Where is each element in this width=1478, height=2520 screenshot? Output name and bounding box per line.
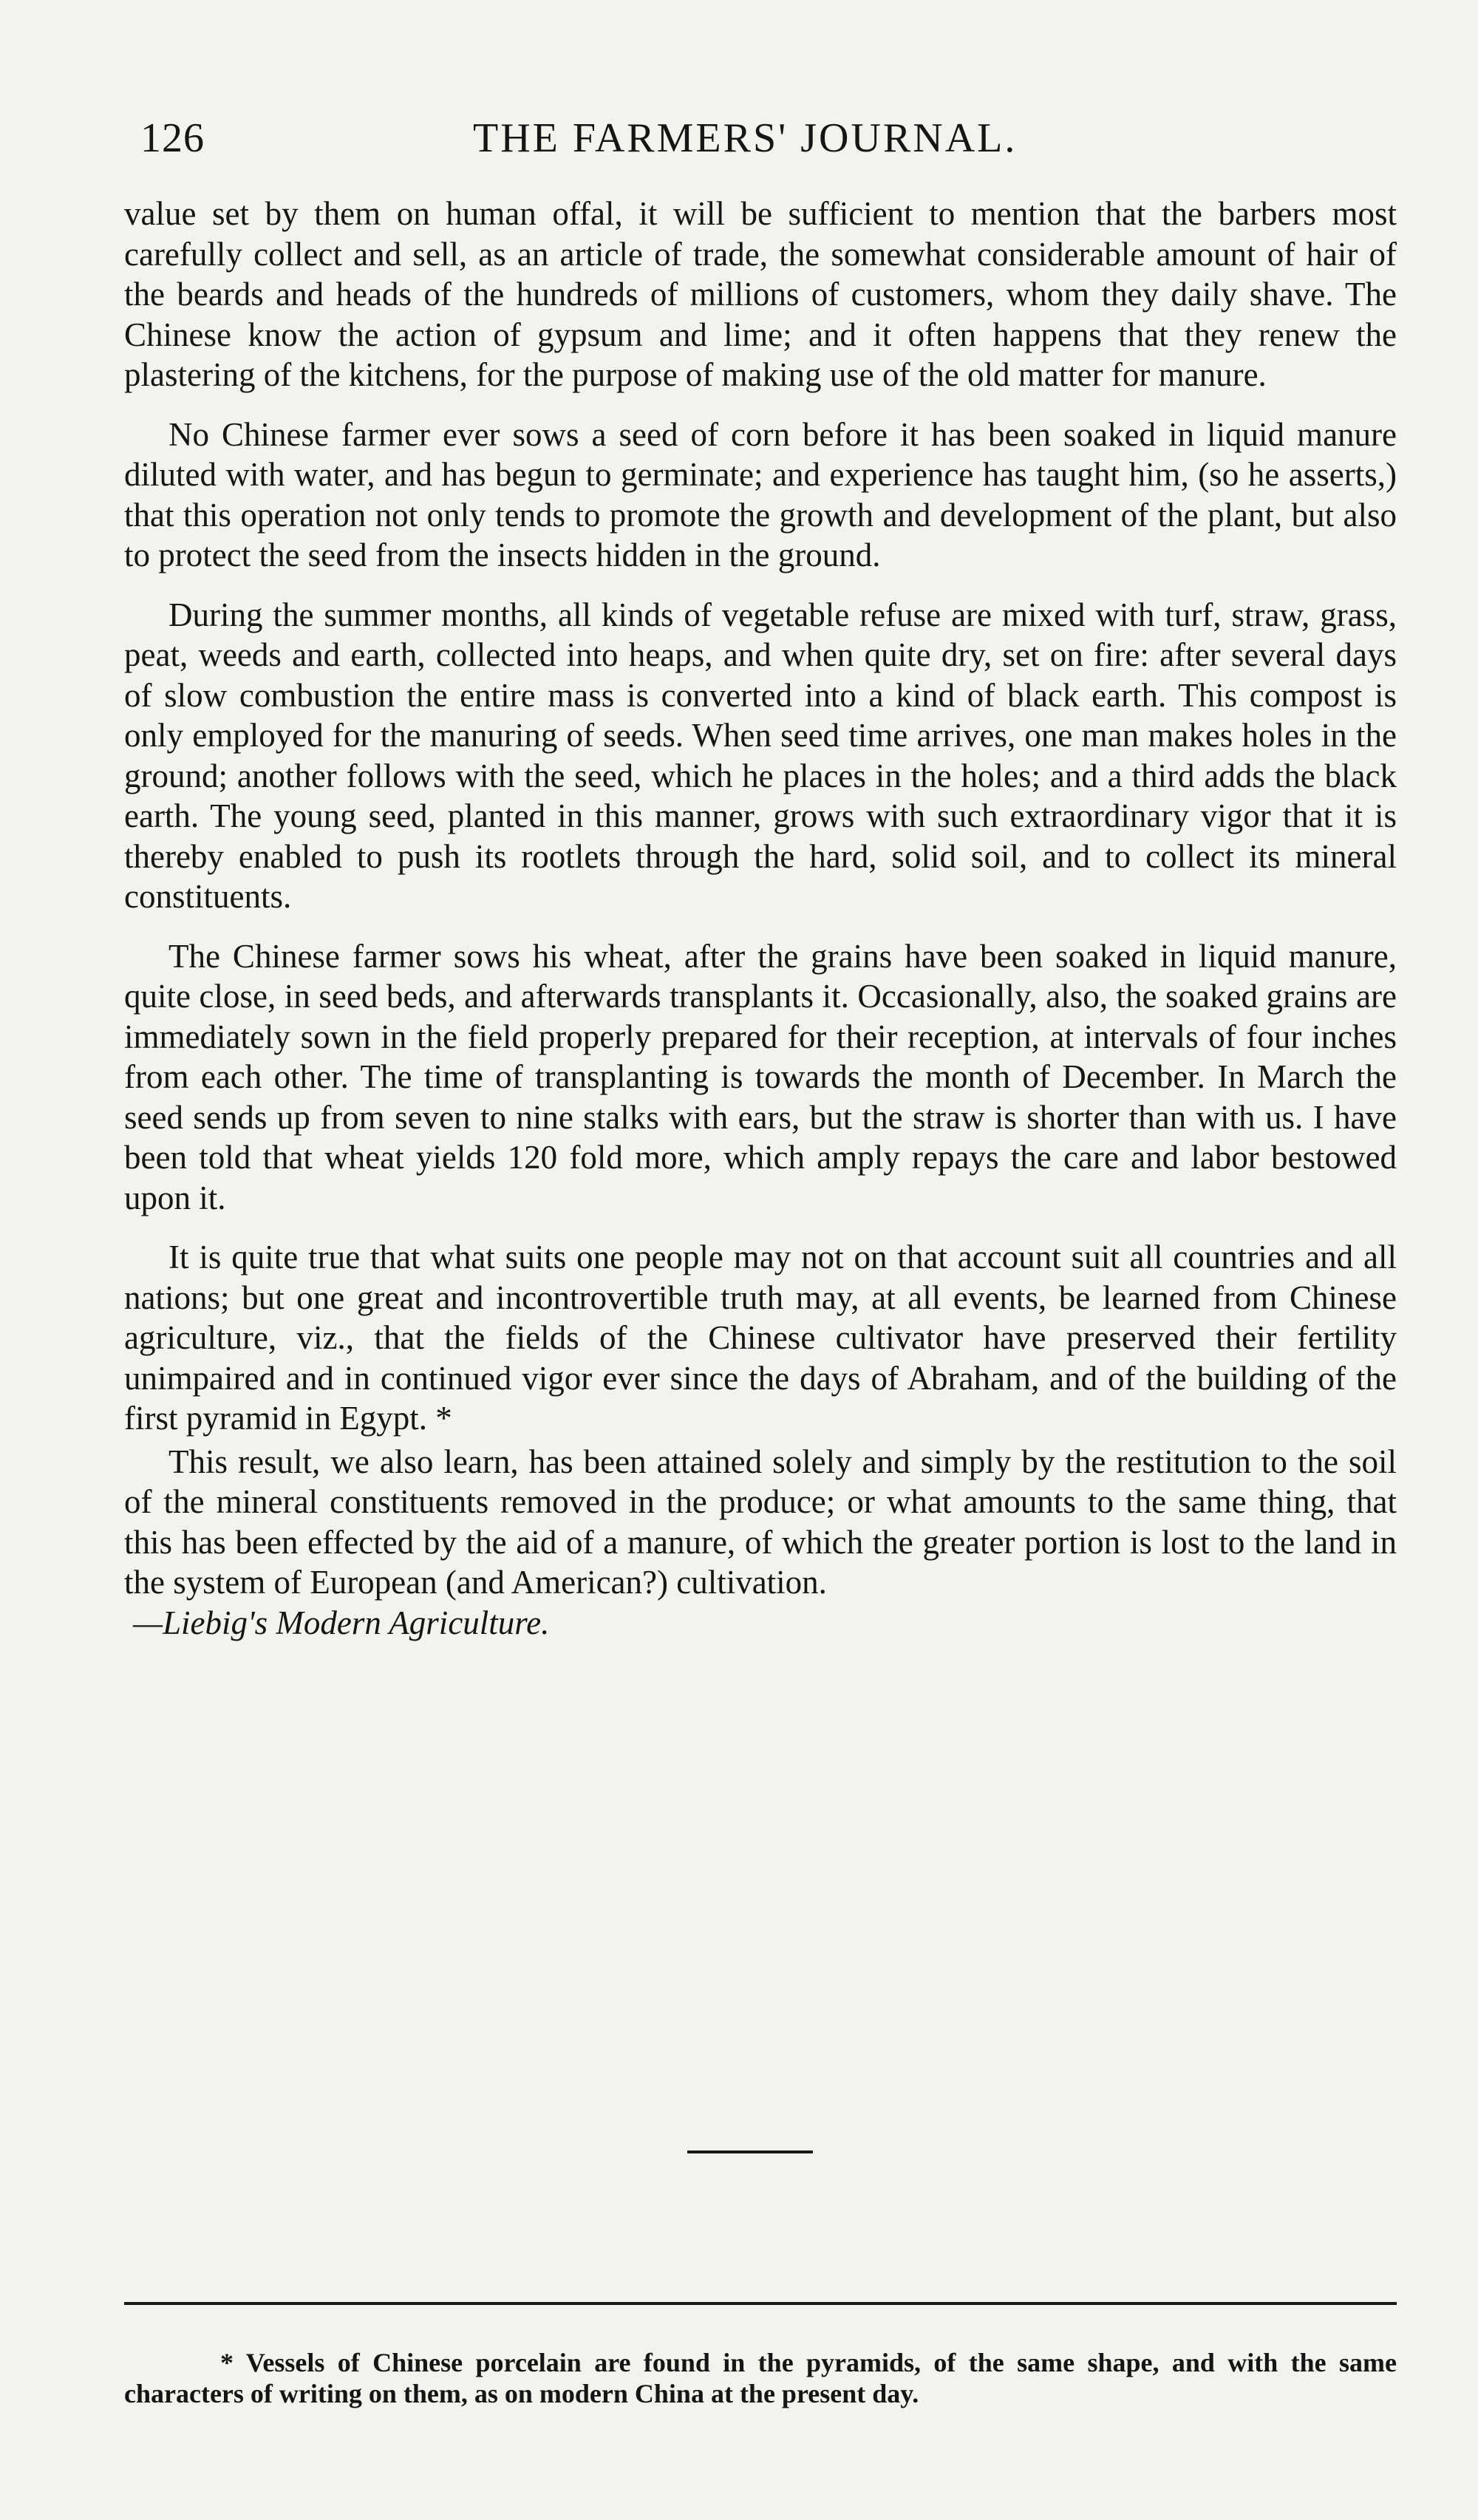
paragraph-1: value set by them on human offal, it will be sufficient to mention that the barbers most carefully collect and sell, as an article of trade, the somewhat considerable amount of hair of the beards and heads of the hundreds of millions of customers, whom they daily shave. The Chinese know the action of gypsum and lime; and it often happens that they renew the plastering of the kitchens, for the purpose of making use of the old matter for manure. — [124, 195, 1397, 393]
running-title: THE FARMERS' JOURNAL. — [473, 115, 1018, 161]
page-header — [133, 115, 1352, 174]
paragraph-2: No Chinese farmer ever sows a seed of corn before it has been soaked in liquid manure diluted with water, and has begun to germinate; and experience has taught him, (so he asserts,) that this operation not only tends to promote the growth and development of the plant, but also to protect the seed from the insects hidden in the ground. — [124, 415, 1397, 573]
article-body — [124, 194, 1397, 1643]
section-divider — [687, 2150, 813, 2153]
paragraph-5: It is quite true that what suits one people may not on that account suit all countries and all nations; but one great and incontrovertible truth may, at all events, be learned from Chinese agriculture, viz., that the fields of the Chinese cultivator have preserved their fertility unimpaired and in continued vigor ever since the days of Abraham, and of the building of the first pyramid in Egypt. * — [124, 1239, 1397, 1437]
page-number: 126 — [140, 115, 205, 161]
paragraph-3: During the summer months, all kinds of vegetable refuse are mixed with turf, straw, grass, peat, weeds and earth, collected into heaps, and when quite dry, set on fire: after several days of slow combustion the entire mass is converted into a kind of black earth. This compost is only employed for the manuring of seeds. When seed time arrives, one man makes holes in the ground; another follows with the seed, which he places in the holes; and a third adds the black earth. The young seed, planted in this manner, grows with such extraordinary vigor that it is thereby enabled to push its rootlets through the hard, solid soil, and to collect its mineral constituents. — [124, 596, 1397, 915]
paragraph-4: The Chinese farmer sows his wheat, after the grains have been soaked in liquid manure, quite close, in seed beds, and afterwards transplants it. Occasionally, also, the soaked grains are immediately sown in the field properly prepared for their reception, at intervals of four inches from each other. The time of transplanting is towards the month of December. In March the seed sends up from seven to nine stalks with ears, but the straw is shorter than with us. I have been told that wheat yields 120 fold more, which amply repays the care and labor bestowed upon it. — [124, 937, 1397, 1216]
paragraph-6: This result, we also learn, has been attained solely and simply by the restitution to the soil of the mineral constituents removed in the produce; or what amounts to the same thing, that this has been effected by the aid of a manure, of which the greater portion is lost to the land in the system of European (and American?) cultivation. — [124, 1443, 1397, 1601]
source-attribution: —Liebig's Modern Agriculture. — [133, 1604, 550, 1641]
footnote: * Vessels of Chinese porcelain are found in the pyramids, of the same shape, and with the same characters of writing on them, as on modern China at the present day. — [124, 2348, 1397, 2408]
footnote-rule — [124, 2302, 1397, 2305]
